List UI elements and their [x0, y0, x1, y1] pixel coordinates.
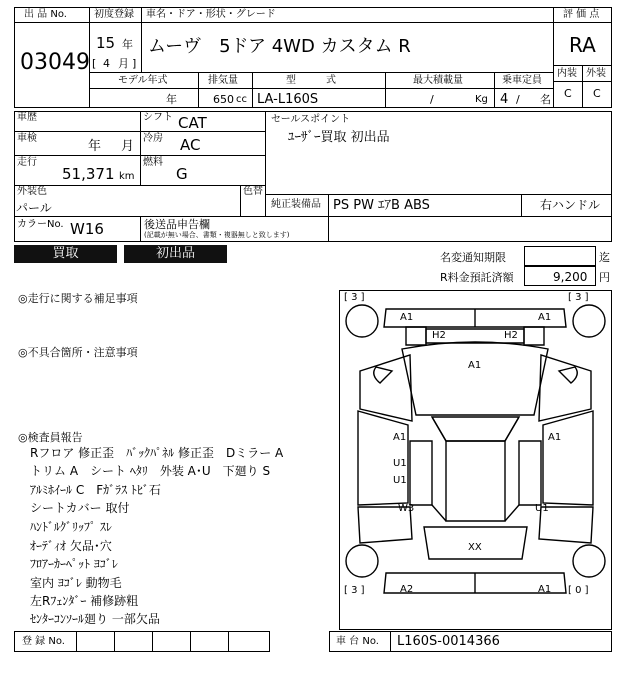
mileage-label: 走行	[17, 157, 37, 168]
name-change-label: 名変通知期限	[440, 251, 506, 264]
mark-grille-l: H2	[432, 330, 446, 341]
first-reg-month: 4	[103, 57, 110, 70]
capacity-slash: /	[516, 93, 520, 106]
sales-point-label: セールスポイント	[271, 114, 351, 125]
capacity-value: 4	[500, 92, 509, 107]
evaluation-score: RA	[569, 33, 596, 57]
first-reg-month-open: [	[92, 57, 97, 70]
mark-rear-door-l-2: U1	[393, 475, 407, 486]
color-swap-label: 色替	[243, 186, 263, 197]
report-line: ｾﾝﾀｰｺﾝｿｰﾙ廻り 一部欠品	[30, 612, 160, 626]
car-name-label: 車名・ドア・形状・グレード	[146, 9, 276, 20]
recycle-unit: 円	[599, 271, 610, 284]
recycle-value: 9,200	[553, 270, 588, 284]
max-load-slash: /	[430, 93, 434, 106]
report-line: 室内 ﾖｺﾞﾚ 動物毛	[30, 576, 122, 590]
name-change-unit: 迄	[599, 251, 610, 264]
first-reg-month-close: ]	[132, 57, 137, 70]
report-line: ｱﾙﾐﾎｲｰﾙ C Fｶﾞﾗｽ ﾄﾋﾞ石	[30, 483, 161, 497]
report-line: 左Rﾌｪﾝﾀﾞｰ 補修跡粗	[30, 594, 139, 608]
name-change-value	[524, 246, 596, 266]
registration-label: 登 録 No.	[22, 636, 65, 647]
report-line: ﾌﾛｱｰｶｰﾍﾟｯﾄ ﾖｺﾞﾚ	[30, 557, 118, 571]
equipment-value: PS PW ｴｱB ABS	[333, 198, 430, 213]
exterior-grade: C	[593, 87, 601, 100]
mark-front-bumper-r: A1	[538, 312, 552, 323]
model-year-label: モデル年式	[118, 75, 168, 86]
inspection-label: 車検	[17, 133, 37, 144]
max-load-unit: Kg	[475, 94, 488, 105]
report-line: ﾊﾝﾄﾞﾙｸﾞﾘｯﾌﾟ ｽﾚ	[30, 520, 112, 534]
tag-first-listing: 初出品	[124, 245, 227, 263]
first-reg-year: 15	[96, 34, 116, 52]
report-line: Rフロア 修正歪 ﾊﾞｯｸﾊﾟﾈﾙ 修正歪 Dミラー A	[30, 446, 284, 460]
mark-front-bumper-l: A1	[400, 312, 414, 323]
mark-rear-bumper-r: A1	[538, 584, 552, 595]
delivery-label: 後送品申告欄	[144, 218, 210, 231]
first-reg-month-unit: 月	[118, 57, 129, 70]
tire-fl-label: [ 3 ]	[344, 292, 365, 303]
type-value: LA-L160S	[257, 92, 319, 107]
tire-rr-label: [ 0 ]	[568, 585, 589, 596]
recycle-label: R料金預託済額	[440, 271, 514, 284]
mileage-unit: km	[119, 171, 135, 182]
mark-grille-r: H2	[504, 330, 518, 341]
color-no-label: カラーNo.	[17, 219, 64, 230]
mark-rear-bumper-l: A2	[400, 584, 414, 595]
exterior-label: 外装	[586, 68, 606, 79]
inspection-month-unit: 月	[121, 139, 135, 154]
equipment-label: 純正装備品	[271, 199, 321, 210]
mark-front-door-l: A1	[393, 432, 407, 443]
report-line: シートカバー 取付	[30, 501, 130, 515]
report-line: ｵｰﾃﾞｨｵ 欠品･穴	[30, 539, 112, 553]
defects-label: ◎不具合箇所・注意事項	[18, 346, 138, 359]
mark-front-door-r: A1	[548, 432, 562, 443]
inspection-year-unit: 年	[88, 139, 102, 154]
color-no-value: W16	[70, 220, 104, 238]
chassis-value: L160S-0014366	[397, 634, 500, 649]
mark-rear-door-l-1: U1	[393, 458, 407, 469]
lot-number: 03049	[20, 50, 90, 75]
interior-grade: C	[564, 87, 572, 100]
exterior-color-value: パール	[16, 201, 52, 215]
car-outline	[340, 291, 611, 629]
delivery-note: (記載が無い場合、書類・複器無しと致します)	[144, 231, 290, 239]
mark-hood: A1	[468, 360, 482, 371]
exterior-color-box	[14, 185, 266, 217]
report-line: トリム A シート ﾍﾀﾘ 外装 A･U 下廻り S	[30, 464, 271, 478]
tag-purchase: 買取	[14, 245, 117, 263]
first-reg-label: 初度登録	[94, 9, 134, 20]
evaluation-label: 評 価 点	[563, 9, 600, 20]
steering-value: 右ハンドル	[540, 198, 601, 212]
displacement-unit: cc	[236, 94, 247, 105]
lot-label: 出 品 No.	[24, 9, 67, 20]
chassis-label: 車 台 No.	[336, 636, 379, 647]
history-label: 車歴	[17, 112, 37, 123]
capacity-unit: 名	[540, 93, 551, 106]
mileage-value: 51,371	[62, 165, 115, 183]
fuel-label: 燃料	[143, 157, 163, 168]
type-label: 型 式	[286, 75, 336, 86]
driving-notes-label: ◎走行に関する補足事項	[18, 292, 138, 305]
model-year-unit: 年	[166, 93, 177, 106]
first-reg-year-unit: 年	[122, 38, 133, 51]
aircon-value: AC	[180, 136, 201, 154]
interior-label: 内装	[557, 68, 577, 79]
capacity-label: 乗車定員	[502, 75, 542, 86]
shift-label: シフト	[143, 112, 173, 123]
damage-diagram	[339, 290, 612, 630]
max-load-label: 最大積載量	[413, 75, 463, 86]
car-name-value: ムーヴ 5ドア 4WD カスタム R	[148, 36, 411, 57]
tire-fr-label: [ 3 ]	[568, 292, 589, 303]
mark-back-door: XX	[468, 542, 482, 553]
sales-point-value: ﾕｰｻﾞｰ買取 初出品	[288, 130, 390, 145]
exterior-color-label: 外装色	[17, 186, 47, 197]
mark-rear-fender-r: U1	[535, 503, 549, 514]
tire-rl-label: [ 3 ]	[344, 585, 365, 596]
inspector-report-label: ◎検査員報告	[18, 431, 83, 444]
displacement-value: 650	[213, 93, 234, 106]
shift-value: CAT	[178, 114, 207, 132]
displacement-label: 排気量	[208, 75, 238, 86]
fuel-value: G	[176, 165, 188, 183]
mark-rear-fender-l: W3	[398, 503, 415, 514]
aircon-label: 冷房	[143, 133, 163, 144]
